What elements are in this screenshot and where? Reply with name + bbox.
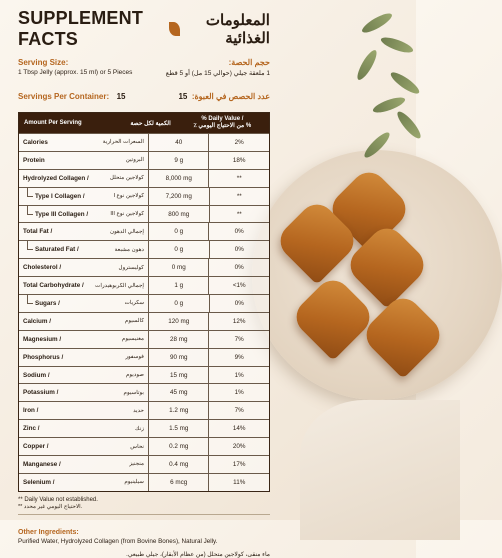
linen-cloth [300,400,460,540]
footnotes [18,497,270,510]
nutrient-name-ar: كولاجين نوع I [113,193,145,200]
nutrient-name-en: Total Carbohydrate / [23,282,84,290]
servings-label-ar: عدد الحصص في العبوة: [191,92,270,101]
table-row [19,419,269,437]
nutrient-name-en: Saturated Fat / [35,246,79,253]
nutrient-amount: 9 g [148,152,209,169]
footnote-en: ** Daily Value not established. [18,496,98,503]
nutrient-daily-value: 14% [208,420,269,437]
nutrient-amount: 120 mg [148,313,209,330]
nutrient-amount: 8,000 mg [148,170,209,187]
nutrient-amount: 6 mcg [148,474,209,491]
serving-size-value-ar: 1 ملعقة جيلي (حوالي 15 مل) أو 5 قطع [165,70,270,77]
nutrient-daily-value: 0% [208,259,269,276]
table-row [19,187,269,205]
nutrient-name-ar: منجنيز [129,461,144,468]
nutrient-daily-value: 9% [208,349,269,366]
nutrient-amount: 45 mg [148,384,209,401]
table-row [19,133,269,151]
nutrient-name-en: Calcium / [23,317,51,325]
nutrient-daily-value: 12% [208,313,269,330]
header [18,8,270,49]
nutrient-name-ar: نحاس [130,443,144,450]
nutrient-name-ar: إجمالي الكربوهيدرات [95,282,144,289]
nutrient-name-en: Iron / [23,407,39,415]
nutrient-name-ar: بوتاسيوم [123,389,144,396]
nutrient-name-en: Calories [23,138,48,146]
nutrient-name-ar: كولاجين نوع III [110,211,145,217]
table-row [19,330,269,348]
nutrient-amount: 0 g [148,241,208,258]
table-row [19,169,269,187]
nutrient-amount: 0 g [148,295,208,312]
nutrient-name-en: Potassium / [23,389,59,397]
table-row [19,348,269,366]
nutrient-name-en: Type I Collagen / [35,193,85,200]
table-row [19,383,269,401]
table-row [19,401,269,419]
head-dv-line1: % Daily Value / [201,116,244,122]
nutrient-name-en: Zinc / [23,425,40,433]
serving-size-value-en: 1 Tbsp Jelly (approx. 15 ml) or 5 Pieces [18,69,133,76]
nutrient-amount: 7,200 mg [148,188,208,205]
serving-size-label-ar: حجم الحصة: [228,58,270,67]
nutrient-name-ar: كالسيوم [124,318,144,325]
footnote-ar: ** الاحتياج اليومي غير محدد. [18,503,83,510]
table-row [19,473,269,491]
nutrient-amount: 40 [148,134,209,151]
nutrient-daily-value: 2% [208,134,269,151]
nutrient-daily-value: 17% [208,456,269,473]
nutrient-name-en: Manganese / [23,460,61,468]
ingredients [18,529,270,558]
nutrient-name-ar: دهون مشبعة [114,246,145,253]
nutrient-daily-value: 1% [208,384,269,401]
nutrient-daily-value: 7% [208,402,269,419]
nutrient-amount: 1.2 mg [148,402,209,419]
nutrition-table [18,112,270,492]
serving-size [18,58,270,77]
nutrient-name-ar: السعرات الحرارية [102,139,144,146]
title-ar: المعلومات الغذائية [205,12,270,47]
table-header [19,113,269,133]
ingredients-en: Purified Water, Hydrolyzed Collagen (from Bovine Bones), Natural Jelly. [18,537,218,545]
divider [18,514,270,515]
nutrient-name-ar: سكريات [124,300,145,307]
nutrient-daily-value: 0% [209,241,269,258]
nutrient-name-ar: إجمالي الدهون [109,228,144,235]
servings-label-en: Servings Per Container: [18,92,110,101]
ingredients-title: Other Ingredients: [18,528,79,536]
nutrient-amount: 0 g [148,223,209,240]
nutrient-amount: 15 mg [148,367,209,384]
nutrient-name-ar: كولاجين متحلل [109,175,144,182]
nutrient-amount: 1.5 mg [148,420,209,437]
nutrient-amount: 0 mg [148,259,209,276]
title-en: SUPPLEMENT FACTS [18,8,144,49]
nutrient-daily-value: ** [208,170,269,187]
nutrient-name-ar: مغنيسيوم [121,336,144,343]
table-row [19,437,269,455]
supplement-facts-panel [18,8,270,558]
nutrient-name-ar: فوسفور [125,354,144,361]
table-row [19,366,269,384]
servings-per-container [18,86,270,104]
table-row [19,455,269,473]
nutrient-amount: 28 mg [148,331,209,348]
olive-leaf [379,34,414,55]
nutrient-daily-value: ** [209,206,269,223]
table-row [19,294,269,312]
servings-value-ar: 15 [178,92,188,101]
nutrient-name-ar: البروتين [125,157,144,164]
nutrient-amount: 800 mg [148,206,208,223]
olive-leaf [360,10,394,36]
nutrient-amount: 90 mg [148,349,209,366]
nutrient-daily-value: 1% [208,367,269,384]
table-row [19,276,269,294]
nutrient-name-en: Selenium / [23,478,55,486]
nutrient-name-en: Sugars / [35,300,60,307]
table-row [19,222,269,240]
nutrient-name-ar: صوديوم [125,372,144,379]
nutrient-name-en: Phosphorus / [23,353,64,361]
nutrient-name-en: Type III Collagen / [35,211,88,218]
serving-size-label-en: Serving Size: [18,58,69,67]
nutrient-amount: 1 g [148,277,209,294]
table-row [19,240,269,258]
nutrient-name-en: Cholesterol / [23,264,62,272]
nutrient-daily-value: 18% [208,152,269,169]
ingredients-ar: ماء منقى، كولاجين متحلل (من عظام الأبقار)، جيلي طبيعي. [126,551,270,558]
nutrient-daily-value: 20% [208,438,269,455]
nutrient-name-en: Copper / [23,443,49,451]
olive-leaf [394,109,424,141]
servings-value-en: 15 [116,92,126,101]
nutrient-daily-value: 11% [208,474,269,491]
olive-leaf [388,69,422,97]
nutrient-name-en: Total Fat / [23,228,53,236]
table-row [19,205,269,223]
nutrient-name-en: Magnesium / [23,335,62,343]
nutrient-daily-value: ** [209,188,269,205]
nutrient-name-en: Protein [23,156,45,164]
nutrient-name-ar: كوليسترول [118,264,144,271]
nutrient-name-ar: سيلينيوم [124,479,144,486]
nutrient-name-en: Sodium / [23,371,50,379]
table-row [19,151,269,169]
olive-leaf [354,48,380,82]
table-row [19,258,269,276]
head-amount-en: Amount Per Serving [24,119,82,126]
table-row [19,312,269,330]
nutrient-name-ar: حديد [133,407,144,414]
head-dv-line2: % من الاحتياج اليومي ٪ [193,123,252,129]
nutrient-daily-value: 7% [208,331,269,348]
nutrient-name-en: Hydrolyzed Collagen / [23,174,89,182]
nutrient-amount: 0.2 mg [148,438,209,455]
nutrient-daily-value: 0% [209,295,269,312]
head-amount-ar: الكمية لكل حصة [130,120,171,127]
nutrient-name-ar: زنك [135,425,144,432]
leaf-icon [169,22,180,36]
nutrient-amount: 0.4 mg [148,456,209,473]
nutrient-daily-value: 0% [208,223,269,240]
nutrient-daily-value: <1% [208,277,269,294]
